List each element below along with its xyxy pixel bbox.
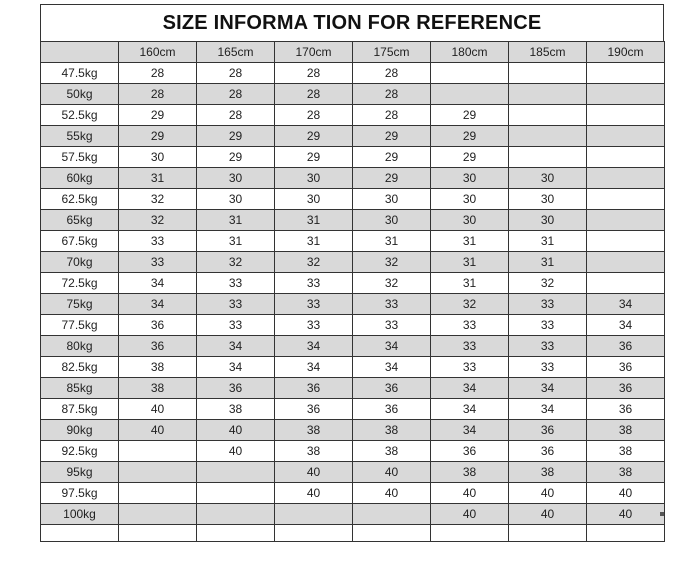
- size-value-cell: 34: [275, 336, 353, 357]
- weight-label-cell: 57.5kg: [41, 147, 119, 168]
- size-value-cell: 30: [119, 147, 197, 168]
- weight-label-cell: 55kg: [41, 126, 119, 147]
- size-value-cell: [587, 231, 665, 252]
- size-value-cell: 29: [353, 147, 431, 168]
- size-value-cell: 33: [353, 294, 431, 315]
- size-value-cell: 32: [197, 252, 275, 273]
- size-value-cell: 29: [275, 126, 353, 147]
- size-value-cell: [587, 273, 665, 294]
- size-value-cell: 28: [353, 63, 431, 84]
- size-value-cell: 31: [275, 231, 353, 252]
- size-value-cell: 34: [119, 294, 197, 315]
- size-value-cell: 40: [197, 420, 275, 441]
- weight-label-cell: 62.5kg: [41, 189, 119, 210]
- weight-label-cell: 92.5kg: [41, 441, 119, 462]
- size-value-cell: [509, 147, 587, 168]
- weight-label-cell: 90kg: [41, 420, 119, 441]
- size-value-cell: 38: [275, 420, 353, 441]
- size-value-cell: 31: [509, 231, 587, 252]
- weight-label-cell: 80kg: [41, 336, 119, 357]
- size-value-cell: 28: [197, 84, 275, 105]
- empty-cell: [353, 525, 431, 542]
- size-value-cell: [119, 462, 197, 483]
- table-row: [41, 126, 665, 147]
- size-value-cell: 33: [509, 336, 587, 357]
- weight-label-cell: 87.5kg: [41, 399, 119, 420]
- table-body: [41, 63, 665, 542]
- size-value-cell: 28: [119, 63, 197, 84]
- size-value-cell: 33: [431, 315, 509, 336]
- size-chart: [40, 4, 664, 542]
- size-value-cell: [431, 63, 509, 84]
- weight-label-cell: 52.5kg: [41, 105, 119, 126]
- size-value-cell: 40: [509, 504, 587, 525]
- size-value-cell: 33: [431, 357, 509, 378]
- size-value-cell: 38: [587, 462, 665, 483]
- size-value-cell: 40: [119, 420, 197, 441]
- size-value-cell: 34: [197, 336, 275, 357]
- size-value-cell: 36: [431, 441, 509, 462]
- size-value-cell: 28: [275, 63, 353, 84]
- size-value-cell: 30: [431, 168, 509, 189]
- weight-label-cell: 70kg: [41, 252, 119, 273]
- empty-cell: [275, 525, 353, 542]
- size-value-cell: [353, 504, 431, 525]
- size-value-cell: 32: [353, 252, 431, 273]
- size-value-cell: 28: [197, 105, 275, 126]
- size-value-cell: [119, 504, 197, 525]
- size-value-cell: [587, 105, 665, 126]
- size-value-cell: 28: [275, 105, 353, 126]
- size-value-cell: 31: [275, 210, 353, 231]
- weight-label-cell: 75kg: [41, 294, 119, 315]
- size-value-cell: 36: [587, 357, 665, 378]
- size-value-cell: 33: [431, 336, 509, 357]
- size-value-cell: 40: [587, 504, 665, 525]
- size-value-cell: 28: [353, 105, 431, 126]
- weight-label-cell: 100kg: [41, 504, 119, 525]
- header-corner-cell: [41, 42, 119, 63]
- size-value-cell: 34: [431, 378, 509, 399]
- size-value-cell: 29: [431, 126, 509, 147]
- size-value-cell: 28: [353, 84, 431, 105]
- size-value-cell: 28: [275, 84, 353, 105]
- size-value-cell: 32: [509, 273, 587, 294]
- table-row: [41, 315, 665, 336]
- size-value-cell: [587, 168, 665, 189]
- size-value-cell: 34: [587, 315, 665, 336]
- height-header-cell: 190cm: [587, 42, 665, 63]
- weight-label-cell: 65kg: [41, 210, 119, 231]
- size-value-cell: 32: [431, 294, 509, 315]
- table-row: [41, 378, 665, 399]
- empty-cell: [587, 525, 665, 542]
- empty-cell: [431, 525, 509, 542]
- size-value-cell: 34: [119, 273, 197, 294]
- size-value-cell: 40: [587, 483, 665, 504]
- weight-label-cell: 95kg: [41, 462, 119, 483]
- size-value-cell: 29: [353, 126, 431, 147]
- size-value-cell: 29: [197, 147, 275, 168]
- size-value-cell: 40: [197, 441, 275, 462]
- table-row: [41, 84, 665, 105]
- weight-label-cell: 60kg: [41, 168, 119, 189]
- size-value-cell: 40: [353, 483, 431, 504]
- size-value-cell: 33: [119, 231, 197, 252]
- table-row: [41, 105, 665, 126]
- size-value-cell: 33: [509, 357, 587, 378]
- size-value-cell: [509, 126, 587, 147]
- size-value-cell: 30: [353, 189, 431, 210]
- size-value-cell: [587, 189, 665, 210]
- size-value-cell: 40: [509, 483, 587, 504]
- size-value-cell: 30: [197, 189, 275, 210]
- size-value-cell: 40: [431, 504, 509, 525]
- size-value-cell: 33: [275, 315, 353, 336]
- corner-mark: [660, 512, 664, 516]
- size-value-cell: 33: [353, 315, 431, 336]
- size-value-cell: 36: [353, 378, 431, 399]
- size-value-cell: 30: [509, 210, 587, 231]
- size-value-cell: 31: [509, 252, 587, 273]
- table-row: [41, 63, 665, 84]
- size-value-cell: 34: [587, 294, 665, 315]
- size-value-cell: 40: [275, 462, 353, 483]
- size-value-cell: 33: [119, 252, 197, 273]
- table-row: [41, 399, 665, 420]
- size-value-cell: 36: [119, 315, 197, 336]
- size-value-cell: 33: [197, 315, 275, 336]
- size-value-cell: 30: [431, 189, 509, 210]
- size-value-cell: 31: [353, 231, 431, 252]
- size-value-cell: 38: [587, 441, 665, 462]
- size-value-cell: 36: [587, 336, 665, 357]
- size-value-cell: 28: [119, 84, 197, 105]
- empty-cell: [509, 525, 587, 542]
- size-value-cell: [587, 252, 665, 273]
- size-value-cell: 38: [353, 420, 431, 441]
- table-row: [41, 504, 665, 525]
- table-row: [41, 462, 665, 483]
- size-value-cell: 36: [587, 378, 665, 399]
- size-value-cell: [587, 126, 665, 147]
- size-value-cell: 32: [353, 273, 431, 294]
- size-value-cell: 34: [353, 336, 431, 357]
- size-value-cell: 33: [197, 294, 275, 315]
- table-row: [41, 483, 665, 504]
- size-value-cell: 36: [197, 378, 275, 399]
- size-value-cell: 38: [119, 357, 197, 378]
- size-value-cell: 36: [587, 399, 665, 420]
- header-row: [41, 42, 665, 63]
- size-value-cell: 34: [431, 420, 509, 441]
- size-value-cell: 40: [119, 399, 197, 420]
- size-value-cell: [509, 63, 587, 84]
- weight-label-cell: 85kg: [41, 378, 119, 399]
- size-value-cell: [587, 210, 665, 231]
- size-value-cell: 29: [275, 147, 353, 168]
- table-row: [41, 147, 665, 168]
- table-row: [41, 357, 665, 378]
- weight-label-cell: 50kg: [41, 84, 119, 105]
- size-value-cell: 33: [197, 273, 275, 294]
- size-value-cell: [197, 483, 275, 504]
- size-value-cell: 34: [509, 378, 587, 399]
- size-value-cell: 36: [509, 441, 587, 462]
- size-value-cell: 32: [119, 189, 197, 210]
- size-value-cell: 40: [275, 483, 353, 504]
- table-row: [41, 441, 665, 462]
- size-value-cell: 31: [119, 168, 197, 189]
- size-value-cell: 31: [431, 273, 509, 294]
- size-value-cell: [587, 147, 665, 168]
- size-value-cell: 31: [197, 210, 275, 231]
- size-value-cell: 36: [119, 336, 197, 357]
- size-value-cell: [197, 504, 275, 525]
- size-value-cell: 28: [197, 63, 275, 84]
- size-value-cell: 38: [587, 420, 665, 441]
- size-value-cell: 36: [275, 378, 353, 399]
- size-value-cell: 34: [509, 399, 587, 420]
- size-value-cell: 31: [431, 231, 509, 252]
- size-value-cell: 29: [197, 126, 275, 147]
- size-value-cell: 36: [353, 399, 431, 420]
- size-value-cell: 38: [509, 462, 587, 483]
- empty-cell: [197, 525, 275, 542]
- weight-label-cell: 67.5kg: [41, 231, 119, 252]
- size-value-cell: 38: [431, 462, 509, 483]
- table-row: [41, 168, 665, 189]
- weight-label-cell: 47.5kg: [41, 63, 119, 84]
- size-value-cell: 40: [353, 462, 431, 483]
- table-row: [41, 189, 665, 210]
- size-value-cell: [509, 84, 587, 105]
- size-value-cell: 31: [197, 231, 275, 252]
- table-row: [41, 273, 665, 294]
- size-value-cell: [197, 462, 275, 483]
- size-value-cell: 30: [275, 189, 353, 210]
- size-value-cell: [431, 84, 509, 105]
- size-value-cell: 29: [431, 105, 509, 126]
- weight-label-cell: 72.5kg: [41, 273, 119, 294]
- weight-label-cell: 82.5kg: [41, 357, 119, 378]
- size-value-cell: 30: [509, 168, 587, 189]
- size-table: [40, 41, 665, 542]
- size-value-cell: 33: [509, 294, 587, 315]
- size-value-cell: 33: [275, 273, 353, 294]
- size-value-cell: 29: [119, 126, 197, 147]
- size-value-cell: 36: [275, 399, 353, 420]
- size-value-cell: 38: [197, 399, 275, 420]
- weight-label-cell: 77.5kg: [41, 315, 119, 336]
- size-value-cell: 32: [119, 210, 197, 231]
- table-row: [41, 252, 665, 273]
- empty-cell: [41, 525, 119, 542]
- size-value-cell: 31: [431, 252, 509, 273]
- size-value-cell: 29: [431, 147, 509, 168]
- table-row: [41, 294, 665, 315]
- size-value-cell: 29: [119, 105, 197, 126]
- size-value-cell: 33: [509, 315, 587, 336]
- height-header-cell: 185cm: [509, 42, 587, 63]
- empty-cell: [119, 525, 197, 542]
- size-value-cell: 29: [353, 168, 431, 189]
- table-title: SIZE INFORMA TION FOR REFERENCE: [40, 4, 664, 41]
- size-value-cell: 30: [431, 210, 509, 231]
- size-value-cell: 34: [197, 357, 275, 378]
- height-header-cell: 165cm: [197, 42, 275, 63]
- size-value-cell: [275, 504, 353, 525]
- size-value-cell: 32: [275, 252, 353, 273]
- table-row: [41, 231, 665, 252]
- table-row: [41, 210, 665, 231]
- size-value-cell: 30: [353, 210, 431, 231]
- size-value-cell: 34: [353, 357, 431, 378]
- size-value-cell: 33: [275, 294, 353, 315]
- size-value-cell: [509, 105, 587, 126]
- size-value-cell: 38: [353, 441, 431, 462]
- height-header-cell: 160cm: [119, 42, 197, 63]
- size-value-cell: [587, 63, 665, 84]
- size-value-cell: 36: [509, 420, 587, 441]
- size-value-cell: [119, 441, 197, 462]
- blank-row: [41, 525, 665, 542]
- size-value-cell: 30: [509, 189, 587, 210]
- height-header-cell: 180cm: [431, 42, 509, 63]
- size-value-cell: 38: [119, 378, 197, 399]
- size-value-cell: 30: [275, 168, 353, 189]
- size-value-cell: 34: [275, 357, 353, 378]
- height-header-cell: 175cm: [353, 42, 431, 63]
- height-header-cell: 170cm: [275, 42, 353, 63]
- weight-label-cell: 97.5kg: [41, 483, 119, 504]
- size-value-cell: [119, 483, 197, 504]
- size-value-cell: 38: [275, 441, 353, 462]
- size-value-cell: 34: [431, 399, 509, 420]
- table-row: [41, 420, 665, 441]
- size-value-cell: 30: [197, 168, 275, 189]
- table-row: [41, 336, 665, 357]
- size-value-cell: [587, 84, 665, 105]
- size-value-cell: 40: [431, 483, 509, 504]
